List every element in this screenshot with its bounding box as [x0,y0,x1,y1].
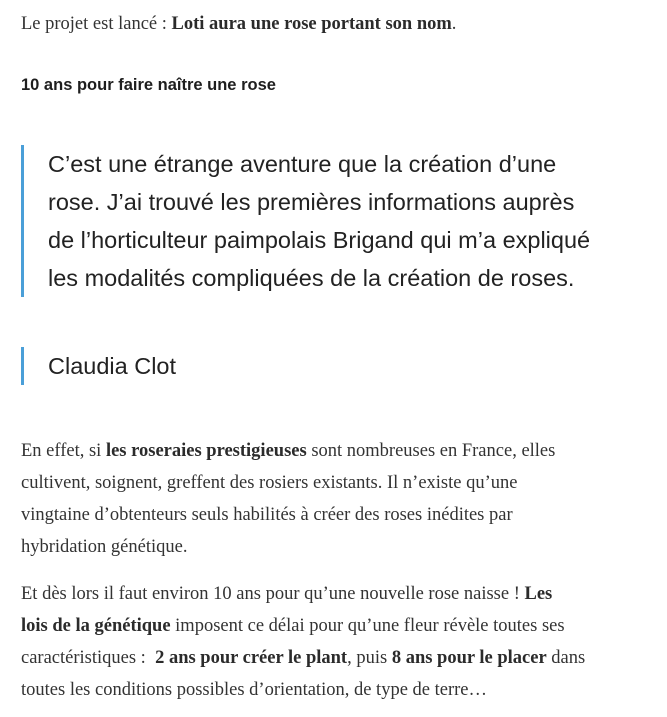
text-line [21,435,555,467]
text-line [21,578,585,610]
intro-text: Le projet est lancé : [21,14,172,34]
text-line [21,610,585,642]
body-paragraph-2 [21,578,585,706]
quote-line: les modalités compliquées de la création de roses. [48,265,575,291]
bold-text: lois de la génétique [21,616,171,636]
text-line: vingtaine d’obtenteurs seuls habilités à créer des roses inédites par [21,505,513,525]
text-fragment: Et dès lors il faut environ 10 ans pour qu’une nouvelle rose naisse ! [21,584,525,604]
pull-quote [21,145,647,297]
text-fragment: En effet, si [21,441,106,461]
text-fragment: sont nombreuses en France, elles [306,441,556,461]
text-fragment: imposent ce délai pour qu’une fleur révèle toutes ses [170,616,565,636]
intro-bold-text: Loti aura une rose portant son nom [171,14,452,34]
text-fragment: dans [546,648,586,668]
text-line: toutes les conditions possibles d’orientation, de type de terre… [21,680,487,700]
text-fragment: caractéristiques : [21,648,156,668]
bold-text: les roseraies prestigieuses [105,441,307,461]
quote-line: rose. J’ai trouvé les premières informations auprès [48,189,575,215]
section-heading: 10 ans pour faire naître une rose [21,76,276,94]
text-line [21,642,585,674]
intro-end: . [451,14,457,34]
bold-text: Les [524,584,553,604]
text-line: cultivent, soignent, greffent des rosiers existants. Il n’existe qu’une [21,473,518,493]
text-fragment: , puis [347,648,392,668]
quote-text [48,145,647,297]
bold-text: 2 ans pour créer le plant [155,648,348,668]
quote-author: Claudia Clot [21,347,176,385]
intro-paragraph [21,8,456,40]
bold-text: 8 ans pour le placer [391,648,547,668]
quote-line: de l’horticulteur paimpolais Brigand qui m’a expliqué [48,227,591,253]
text-line: hybridation génétique. [21,537,188,557]
quote-line: C’est une étrange aventure que la création d’une [48,151,557,177]
body-paragraph-1 [21,435,555,563]
